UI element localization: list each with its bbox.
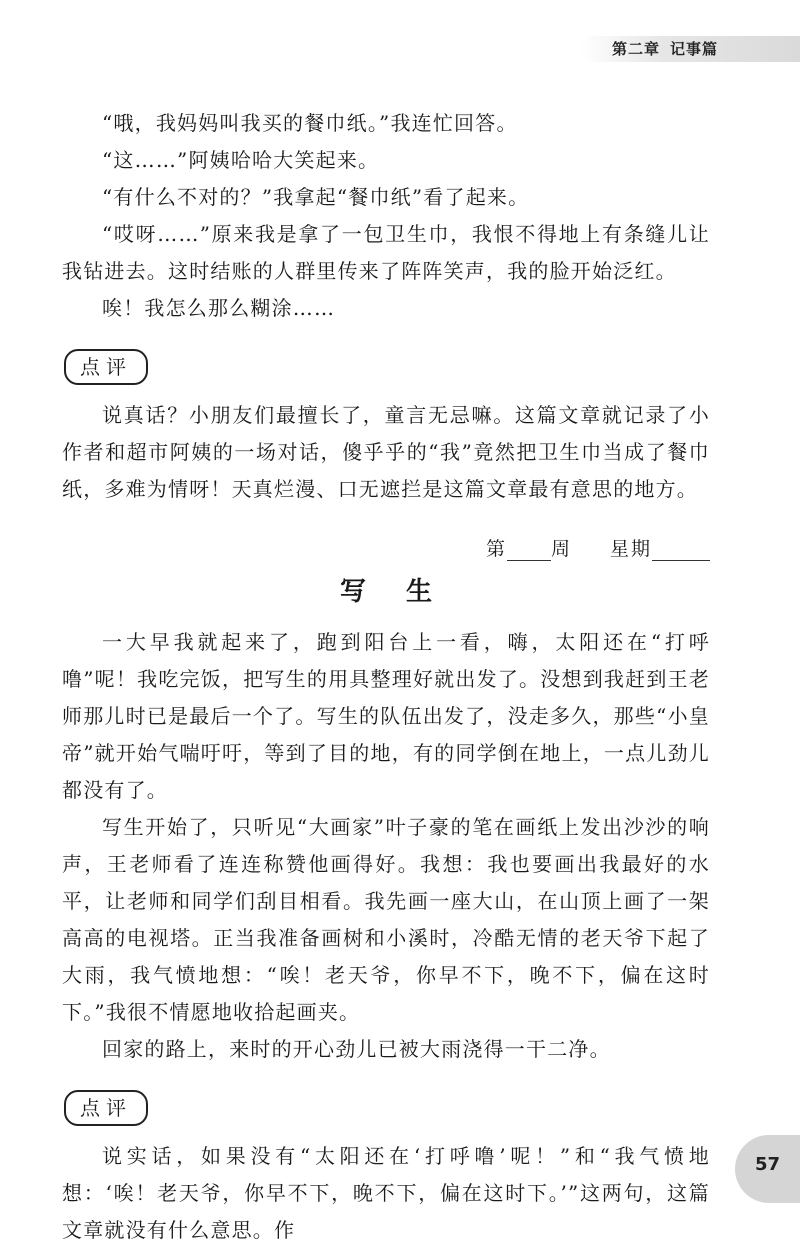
day-label: 星期: [609, 538, 652, 560]
review-text: 说真话？小朋友们最擅长了，童言无忌嘛。这篇文章就记录了小作者和超市阿姨的一场对话，傻乎乎的“我”竟然把卫生巾当成了餐巾纸，多难为情呀！天真烂漫、口无遮拦是这篇文章最有意思的地方。: [62, 403, 710, 501]
week-suffix: 周: [550, 538, 572, 560]
review-text: 说实话，如果没有“太阳还在‘打呼噜’呢！”和“我气愤地想：‘唉！老天爷，你早不下，晚不下，偏在这时下。’”这两句，这篇文章就没有什么意思。作: [62, 1144, 710, 1242]
week-blank: [507, 542, 551, 561]
story1-paragraph: 唉！我怎么那么糊涂……: [102, 296, 336, 320]
story1-paragraph: “有什么不对的？”我拿起“餐巾纸”看了起来。: [102, 185, 530, 209]
story2-paragraph: 一大早我就起来了，跑到阳台上一看，嗨，太阳还在“打呼噜”呢！我吃完饭，把写生的用具整理好就出发了。没想到我赶到王老师那儿时已是最后一个了。写生的队伍出发了，没走多久，那些“小皇帝”就开始气喘吁吁，等到了目的地，有的同学倒在地上，一点儿劲儿都没有了。: [62, 630, 710, 802]
story-title: 写生: [339, 577, 472, 607]
story1-paragraph: “哎呀……”原来我是拿了一包卫生巾，我恨不得地上有条缝儿让我钻进去。这时结账的人群里传来了阵阵笑声，我的脸开始泛红。: [62, 222, 710, 283]
page-body: [62, 105, 710, 1249]
story2-paragraph: 写生开始了，只听见“大画家”叶子豪的笔在画纸上发出沙沙的响声，王老师看了连连称赞他画得好。我想：我也要画出我最好的水平，让老师和同学们刮目相看。我先画一座大山，在山顶上画了一架高高的电视塔。正当我准备画树和小溪时，冷酷无情的老天爷下起了大雨，我气愤地想：“唉！老天爷，你早不下，晚不下，偏在这时下。”我很不情愿地收拾起画夹。: [62, 815, 710, 1024]
chapter-label: 第二章: [612, 40, 661, 58]
story1-paragraph: “哦，我妈妈叫我买的餐巾纸。”我连忙回答。: [102, 111, 518, 135]
story1-paragraph: “这……”阿姨哈哈大笑起来。: [102, 148, 380, 172]
review-badge: 点评: [64, 349, 148, 385]
week-prefix: 第: [485, 538, 507, 560]
week-line: [62, 534, 710, 561]
page-number: 57: [755, 1154, 781, 1175]
review-badge: 点评: [64, 1090, 148, 1126]
running-header: [612, 38, 718, 59]
story2-paragraph: 回家的路上，来时的开心劲儿已被大雨浇得一干二净。: [102, 1037, 611, 1061]
day-blank: [652, 542, 710, 561]
section-label: 记事篇: [670, 40, 719, 58]
